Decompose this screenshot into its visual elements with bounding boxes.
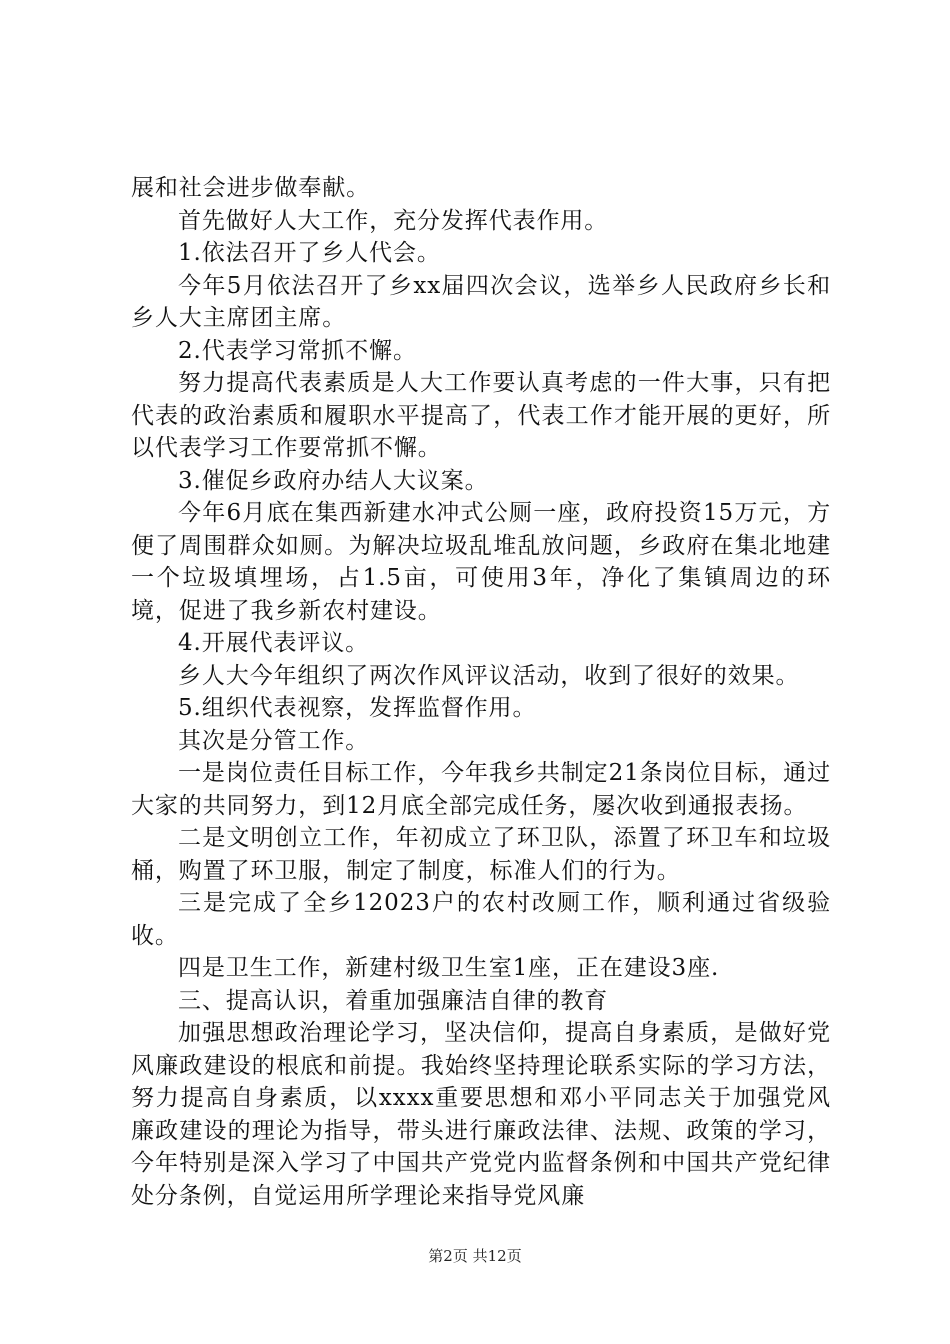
section-heading: 三、提高认识，着重加强廉洁自律的教育 xyxy=(178,987,609,1014)
paragraph: 3.催促乡政府办结人大议案。 xyxy=(178,467,489,494)
paragraph: 加强思想政治理论学习，坚决信仰，提高自身素质，是做好党风廉政建设的根底和前提。我始终坚持理论联系实际的学习方法，努力提高自身素质，以xxxx重要思想和邓小平同志关于加强党风廉政建设的理论为指导，带头进行廉政法律、法规、政策的学习，今年特别是深入学习了中国共产党党内监督条例和中国共产党纪律处分条例，自觉运用所学理论来指导党风廉 xyxy=(131,1020,831,1209)
document-body xyxy=(131,172,831,1212)
paragraph: 二是文明创立工作，年初成立了环卫队，添置了环卫车和垃圾桶，购置了环卫服，制定了制度，标准人们的行为。 xyxy=(131,825,831,884)
paragraph: 1.依法召开了乡人代会。 xyxy=(178,240,441,266)
paragraph: 其次是分管工作。 xyxy=(178,727,370,754)
paragraph: 5.组织代表视察，发挥监督作用。 xyxy=(178,695,537,721)
paragraph: 展和社会进步做奉献。 xyxy=(131,175,370,201)
paragraph: 乡人大今年组织了两次作风评议活动，收到了很好的效果。 xyxy=(178,662,800,689)
paragraph: 4.开展代表评议。 xyxy=(178,630,370,656)
page-number-footer: 第2页 共12页 xyxy=(428,1247,522,1265)
paragraph: 三是完成了全乡12023户的农村改厕工作，顺利通过省级验收。 xyxy=(131,890,831,949)
paragraph: 四是卫生工作，新建村级卫生室1座，正在建设3座. xyxy=(178,955,720,981)
paragraph: 一是岗位责任目标工作，今年我乡共制定21条岗位目标，通过大家的共同努力，到12月底全部完成任务，屡次收到通报表扬。 xyxy=(131,760,831,819)
paragraph: 今年5月依法召开了乡xx届四次会议，选举乡人民政府乡长和乡人大主席团主席。 xyxy=(131,272,831,331)
paragraph: 今年6月底在集西新建水冲式公厕一座，政府投资15万元，方便了周围群众如厕。为解决垃圾乱堆乱放问题，乡政府在集北地建一个垃圾填埋场，占1.5亩，可使用3年，净化了集镇周边的环境，促进了我乡新农村建设。 xyxy=(131,500,831,624)
paragraph: 2.代表学习常抓不懈。 xyxy=(178,337,417,364)
paragraph: 努力提高代表素质是人大工作要认真考虑的一件大事，只有把代表的政治素质和履职水平提高了，代表工作才能开展的更好，所以代表学习工作要常抓不懈。 xyxy=(131,370,831,461)
paragraph: 首先做好人大工作，充分发挥代表作用。 xyxy=(178,207,609,234)
